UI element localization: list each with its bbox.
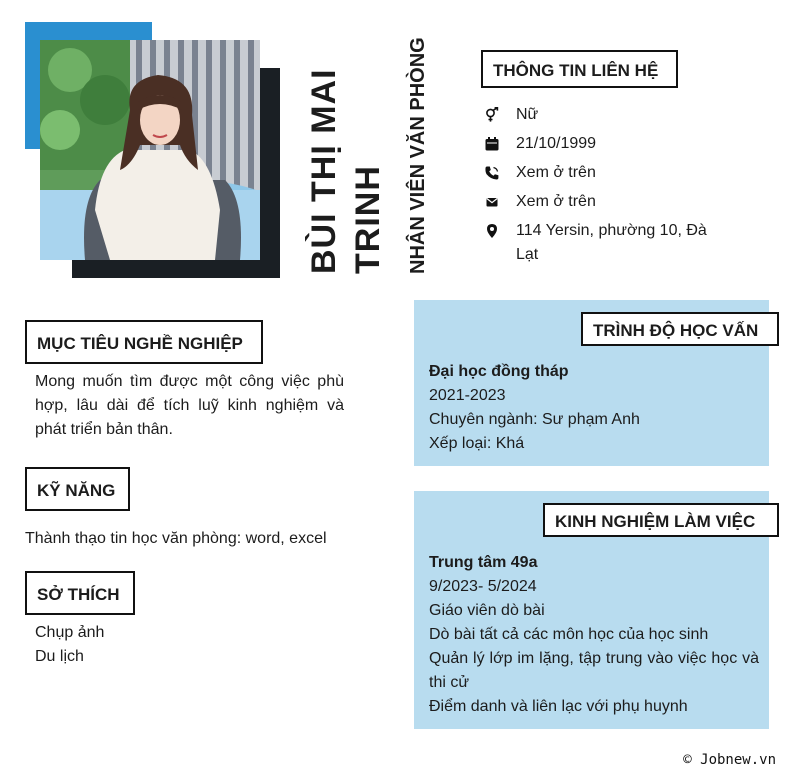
objective-heading: MỤC TIÊU NGHỀ NGHIỆP bbox=[25, 320, 263, 364]
gender-icon bbox=[484, 103, 516, 127]
contact-phone-row bbox=[484, 161, 724, 185]
experience-duty: Điểm danh và liên lạc với phụ huynh bbox=[429, 698, 688, 715]
skills-heading: KỸ NĂNG bbox=[25, 467, 130, 511]
contact-address-row bbox=[484, 219, 724, 267]
experience-role: Giáo viên dò bài bbox=[429, 602, 545, 619]
contact-gender: Nữ bbox=[516, 106, 539, 123]
candidate-position: NHÂN VIÊN VĂN PHÒNG bbox=[407, 37, 429, 274]
location-pin-icon bbox=[484, 219, 516, 243]
experience-duty: Quản lý lớp im lặng, tập trung vào việc học và thi cử bbox=[429, 650, 759, 691]
footer-credit: © Jobnew.vn bbox=[683, 752, 776, 768]
experience-period: 9/2023- 5/2024 bbox=[429, 578, 537, 595]
contact-birthday-row bbox=[484, 132, 724, 156]
phone-icon bbox=[484, 161, 516, 185]
experience-heading: KINH NGHIỆM LÀM VIỆC bbox=[543, 503, 779, 537]
experience-duty: Dò bài tất cả các môn học của học sinh bbox=[429, 626, 709, 643]
skills-text: Thành thạo tin học văn phòng: word, excel bbox=[25, 530, 327, 547]
contact-address: 114 Yersin, phường 10, Đà Lạt bbox=[516, 222, 707, 263]
contact-phone: Xem ở trên bbox=[516, 164, 596, 181]
experience-company: Trung tâm 49a bbox=[429, 554, 538, 571]
contact-heading: THÔNG TIN LIÊN HỆ bbox=[481, 50, 678, 88]
profile-photo bbox=[40, 40, 260, 260]
education-school: Đại học đồng tháp bbox=[429, 363, 569, 380]
education-period: 2021-2023 bbox=[429, 387, 506, 404]
hobbies-heading: SỞ THÍCH bbox=[25, 571, 135, 615]
education-major: Chuyên ngành: Sư phạm Anh bbox=[429, 411, 640, 428]
contact-birthday: 21/10/1999 bbox=[516, 135, 597, 152]
contact-email-row bbox=[484, 190, 724, 214]
candidate-name: BÙI THỊ MAI TRINH bbox=[305, 68, 387, 274]
objective-text: Mong muốn tìm được một công việc phù hợp, lâu dài để tích luỹ kinh nghiệm và phát triển bản thân. bbox=[35, 373, 344, 438]
contact-email: Xem ở trên bbox=[516, 193, 596, 210]
education-heading: TRÌNH ĐỘ HỌC VẤN bbox=[581, 312, 779, 346]
calendar-icon bbox=[484, 132, 516, 156]
hobby-item: Chụp ảnh bbox=[35, 624, 105, 641]
education-grade: Xếp loại: Khá bbox=[429, 435, 525, 452]
hobby-item: Du lịch bbox=[35, 648, 84, 665]
contact-gender-row bbox=[484, 103, 724, 127]
mail-icon bbox=[484, 190, 516, 214]
